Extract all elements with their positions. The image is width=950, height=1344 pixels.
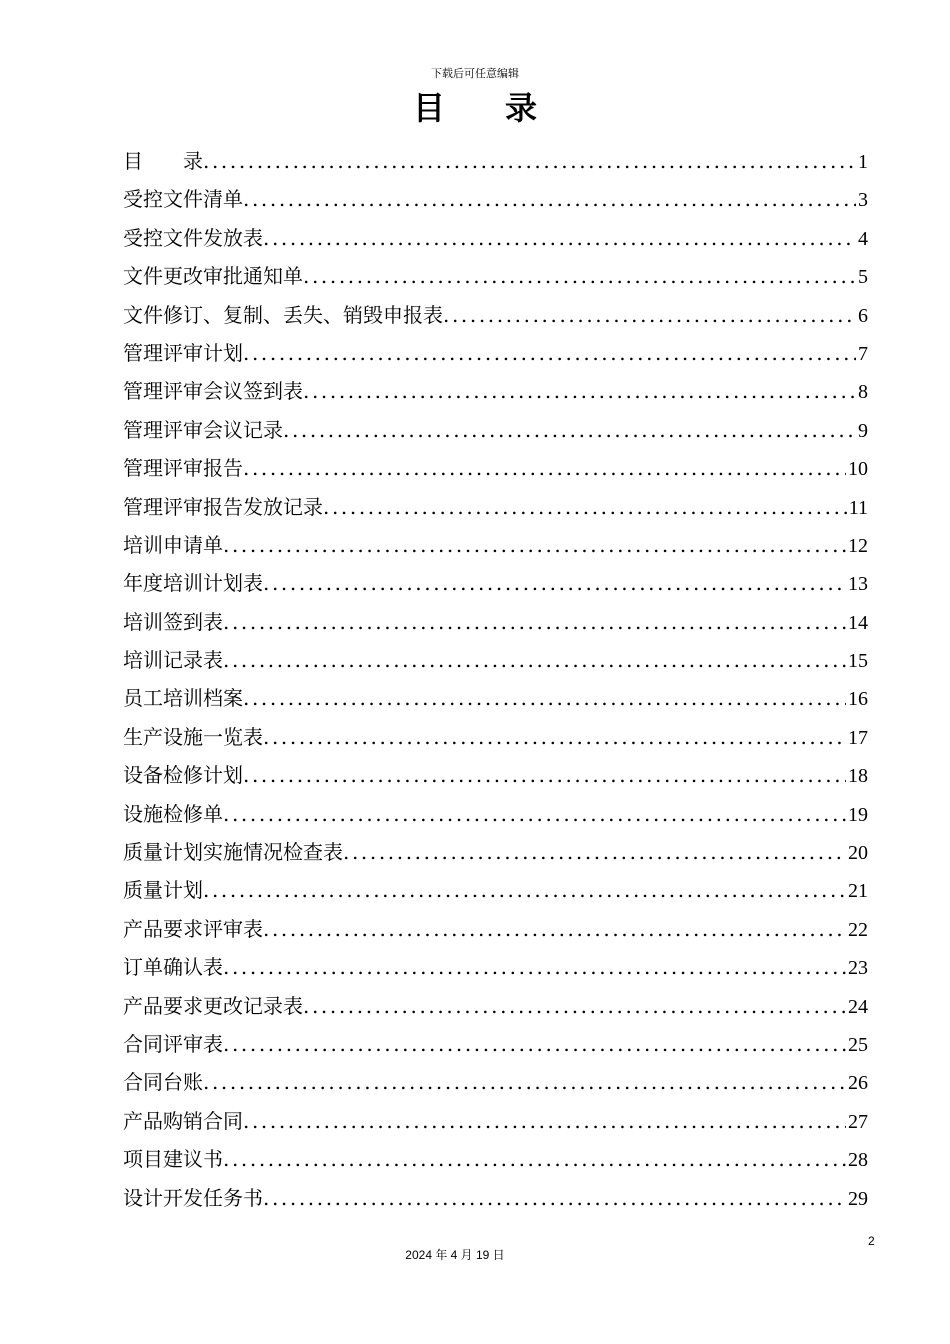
toc-dot-leader — [223, 641, 846, 679]
toc-entry-label: 培训签到表 — [123, 609, 223, 634]
toc-title: 目录 — [412, 89, 597, 127]
toc-entry[interactable] — [123, 871, 868, 909]
toc-entry-page: 18 — [848, 765, 868, 788]
toc-entry[interactable] — [123, 1025, 868, 1063]
toc-entry-label: 管理评审会议记录 — [123, 417, 283, 442]
toc-entry-label: 订单确认表 — [123, 955, 223, 980]
toc-entry[interactable] — [123, 833, 868, 871]
toc-entry-label: 产品要求评审表 — [123, 916, 263, 941]
toc-dot-leader — [303, 987, 846, 1025]
toc-entry-label: 培训记录表 — [123, 648, 223, 673]
toc-entry-page: 9 — [858, 419, 868, 442]
toc-entry[interactable] — [123, 488, 868, 526]
toc-dot-leader — [243, 1102, 846, 1140]
toc-entry[interactable] — [123, 219, 868, 257]
toc-entry-label: 设备检修计划 — [123, 763, 243, 788]
toc-dot-leader — [223, 526, 846, 564]
toc-entry-page: 14 — [848, 611, 868, 634]
toc-entry-page: 15 — [848, 650, 868, 673]
toc-entry[interactable] — [123, 564, 868, 602]
toc-entry-label: 目 录 — [123, 149, 203, 173]
toc-entry-page: 8 — [858, 381, 868, 404]
toc-entry[interactable] — [123, 1102, 868, 1140]
toc-entry-label: 文件修订、复制、丢失、销毁申报表 — [123, 302, 443, 327]
toc-entry-page: 21 — [848, 880, 868, 903]
toc-dot-leader — [223, 948, 846, 986]
toc-entry-page: 25 — [848, 1033, 868, 1056]
toc-entry[interactable] — [123, 180, 868, 218]
toc-dot-leader — [263, 910, 846, 948]
toc-entry-label: 管理评审计划 — [123, 340, 243, 365]
header-note: 下载后可任意编辑 — [431, 67, 519, 80]
toc-dot-leader — [223, 1140, 846, 1178]
toc-entry[interactable] — [123, 1179, 868, 1217]
toc-entry[interactable] — [123, 718, 868, 756]
toc-dot-leader — [203, 142, 856, 180]
toc-entry-label: 合同台账 — [123, 1070, 203, 1095]
toc-entry-label: 管理评审会议签到表 — [123, 379, 303, 404]
toc-dot-leader — [263, 219, 856, 257]
toc-entry[interactable] — [123, 1063, 868, 1101]
toc-entry-page: 13 — [848, 573, 868, 596]
toc-entry-label: 产品要求更改记录表 — [123, 993, 303, 1018]
toc-entry-label: 员工培训档案 — [123, 686, 243, 711]
toc-entry-page: 5 — [858, 266, 868, 289]
toc-dot-leader — [203, 871, 846, 909]
toc-dot-leader — [243, 334, 856, 372]
toc-entry-page: 16 — [848, 688, 868, 711]
toc-entry[interactable] — [123, 795, 868, 833]
footer-date: 2024 年 4 月 19 日 — [405, 1248, 505, 1262]
toc-entry-label: 质量计划 — [123, 878, 203, 903]
toc-entry-label: 产品购销合同 — [123, 1108, 243, 1133]
toc-entry-label: 文件更改审批通知单 — [123, 264, 303, 289]
toc-dot-leader — [263, 718, 846, 756]
toc-dot-leader — [303, 257, 856, 295]
toc-dot-leader — [243, 679, 846, 717]
toc-entry-label: 受控文件发放表 — [123, 225, 263, 250]
toc-entry-label: 培训申请单 — [123, 532, 223, 557]
toc-entry[interactable] — [123, 910, 868, 948]
toc-entry-label: 管理评审报告 — [123, 456, 243, 481]
toc-entry-label: 年度培训计划表 — [123, 571, 263, 596]
toc-dot-leader — [443, 296, 856, 334]
toc-entry-page: 24 — [848, 995, 868, 1018]
toc-entry[interactable] — [123, 948, 868, 986]
toc-entry[interactable] — [123, 1140, 868, 1178]
toc-dot-leader — [243, 180, 856, 218]
toc-entry-label: 项目建议书 — [123, 1147, 223, 1172]
toc-entry-page: 22 — [848, 918, 868, 941]
toc-entry[interactable] — [123, 641, 868, 679]
toc-entry-page: 17 — [848, 726, 868, 749]
toc-entry[interactable] — [123, 257, 868, 295]
toc-entry[interactable] — [123, 411, 868, 449]
toc-entry-page: 28 — [848, 1149, 868, 1172]
toc-entry-page: 4 — [858, 227, 868, 250]
toc-dot-leader — [223, 603, 846, 641]
toc-entry-page: 29 — [848, 1187, 868, 1210]
toc-entry-label: 管理评审报告发放记录 — [123, 494, 323, 519]
toc-entry-page: 10 — [848, 458, 868, 481]
toc-entry[interactable] — [123, 334, 868, 372]
toc-entry-page: 27 — [848, 1110, 868, 1133]
toc-entry-page: 23 — [848, 957, 868, 980]
toc-entry-label: 合同评审表 — [123, 1031, 223, 1056]
toc-entry-label: 受控文件清单 — [123, 187, 243, 212]
toc-dot-leader — [263, 1179, 846, 1217]
toc-dot-leader — [303, 372, 856, 410]
toc-dot-leader — [223, 1025, 846, 1063]
toc-entry[interactable] — [123, 679, 868, 717]
toc-dot-leader — [263, 564, 846, 602]
toc-entry[interactable] — [123, 756, 868, 794]
toc-entry-page: 11 — [848, 496, 868, 519]
toc-dot-leader — [283, 411, 856, 449]
toc-entry-page: 7 — [858, 342, 868, 365]
toc-entry-page: 12 — [848, 534, 868, 557]
toc-entry-page: 1 — [858, 151, 868, 173]
toc-entry-page: 20 — [848, 842, 868, 865]
toc-entry[interactable] — [123, 449, 868, 487]
toc-dot-leader — [323, 488, 847, 526]
toc-dot-leader — [223, 795, 846, 833]
toc-entry-label: 设计开发任务书 — [123, 1185, 263, 1210]
toc-entry-label: 生产设施一览表 — [123, 724, 263, 749]
toc-entry-label: 设施检修单 — [123, 801, 223, 826]
toc-dot-leader — [243, 449, 846, 487]
toc-dot-leader — [243, 756, 846, 794]
toc-list — [123, 142, 868, 1217]
toc-dot-leader — [343, 833, 846, 871]
toc-entry-page: 26 — [848, 1072, 868, 1095]
toc-entry[interactable] — [123, 372, 868, 410]
toc-entry-page: 6 — [858, 304, 868, 327]
toc-entry-label: 质量计划实施情况检查表 — [123, 840, 343, 865]
page-number: 2 — [868, 1234, 875, 1248]
toc-entry[interactable] — [123, 603, 868, 641]
toc-entry[interactable] — [123, 142, 868, 180]
toc-entry-page: 3 — [858, 189, 868, 212]
toc-dot-leader — [203, 1063, 846, 1101]
toc-entry[interactable] — [123, 526, 868, 564]
toc-entry[interactable] — [123, 296, 868, 334]
toc-entry-page: 19 — [848, 803, 868, 826]
toc-entry[interactable] — [123, 987, 868, 1025]
